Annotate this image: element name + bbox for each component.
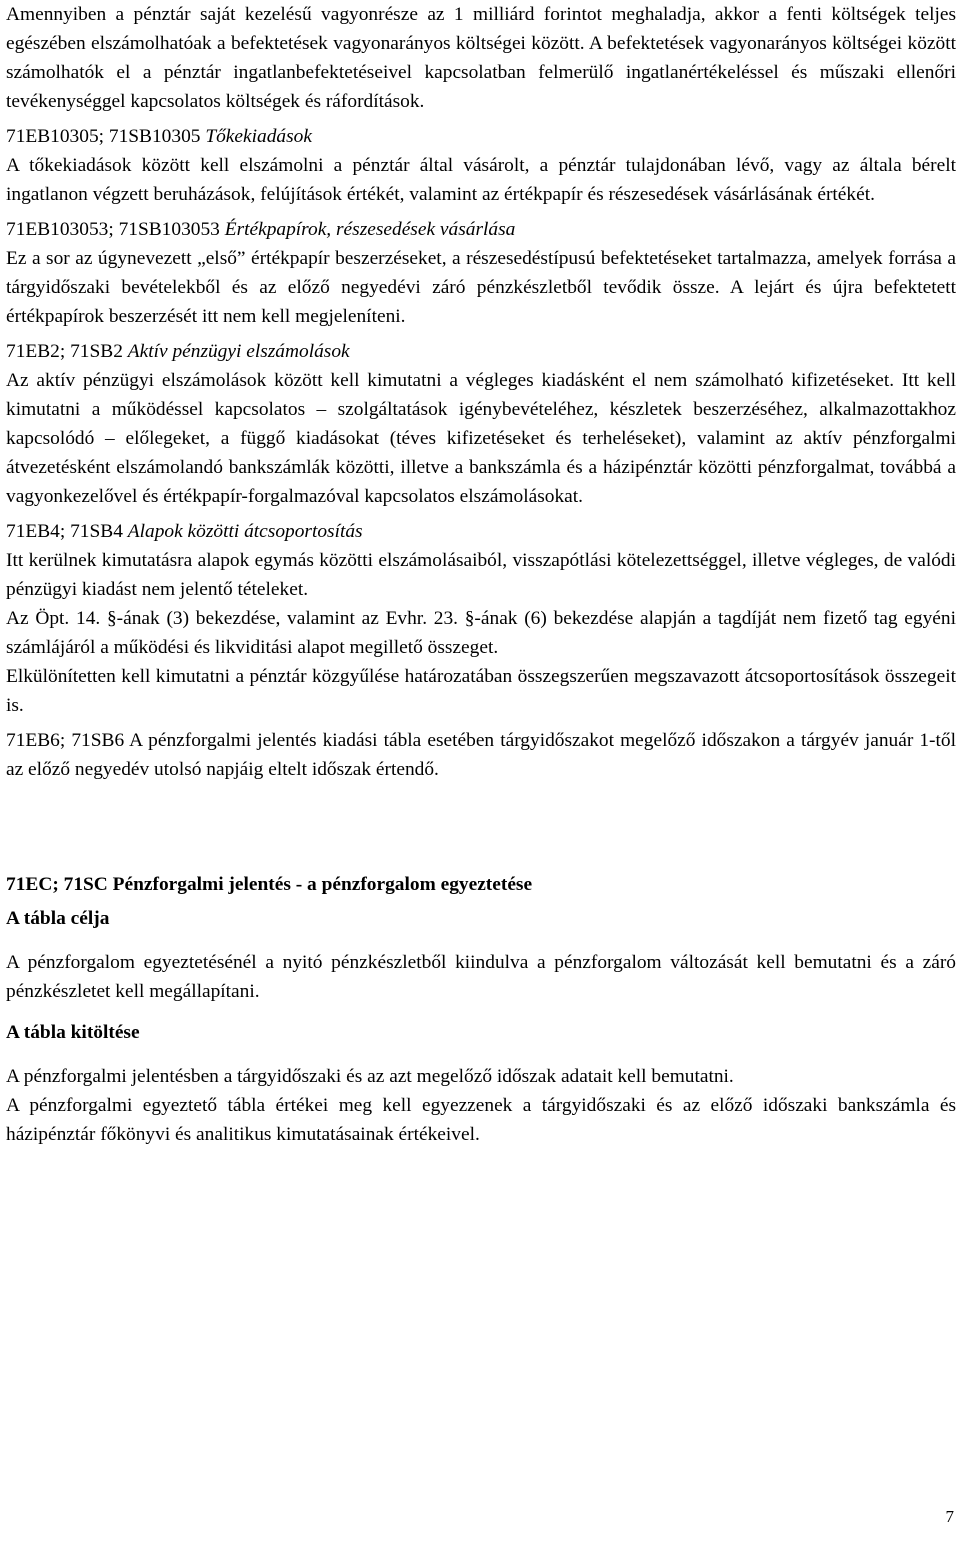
s2-code: 71EB103053; 71SB103053: [6, 219, 225, 240]
s4-heading: [6, 517, 956, 546]
s3-title: Aktív pénzügyi elszámolások: [127, 341, 350, 362]
s4-code: 71EB4; 71SB4: [6, 521, 128, 542]
s4-paragraph-1: Itt kerülnek kimutatásra alapok egymás közötti elszámolásaiból, visszapótlási kötelezettséggel, illetve végleges, de valódi pénzügyi kiadást nem jelentő tételeket.: [6, 550, 956, 600]
s1-paragraph: A tőkekiadások között kell elszámolni a pénztár által vásárolt, a pénztár tulajdonában lévő, vagy az általa bérelt ingatlanon végzett beruházások, felújítások értékét, valamint az értékpapír és részesedések vásárlásának értékét.: [6, 155, 956, 205]
s1-heading: [6, 122, 956, 151]
intro-paragraph: Amennyiben a pénztár saját kezelésű vagyonrésze az 1 milliárd forintot meghaladja, akkor a fenti költségek teljes egészében elszámolhatóak a befektetések vagyonarányos költségei között. A befektetések vagyonarányos költségei között számolhatók el a pénztár ingatlanbefektetéseivel kapcsolatban felmerülő ingatlanértékeléssel és műszaki ellenőri tevékenységgel kapcsolatos költségek és ráfordítások.: [6, 4, 956, 112]
section-title: 71EC; 71SC Pénzforgalmi jelentés - a pénzforgalom egyeztetése: [6, 874, 533, 895]
s4-paragraph-3: Elkülönítetten kell kimutatni a pénztár közgyűlése határozatában összegszerűen megszavazott átcsoportosítások összegeit is.: [6, 666, 956, 716]
fill-paragraph-1: A pénzforgalmi jelentésben a tárgyidőszaki és az azt megelőző időszak adatait kell bemutatni.: [6, 1066, 734, 1087]
s5-paragraph: 71EB6; 71SB6 A pénzforgalmi jelentés kiadási tábla esetében tárgyidőszakot megelőző időszakon a tárgyév január 1-től az előző negyedév utolsó napjáig eltelt időszak értendő.: [6, 730, 956, 780]
s4-paragraph-2: Az Öpt. 14. §-ának (3) bekezdése, valamint az Evhr. 23. §-ának (6) bekezdése alapján a tagdíját nem fizető tag egyéni számlájáról a működési és likviditási alapot megillető összeget.: [6, 608, 956, 658]
page-number: 7: [945, 1507, 954, 1526]
purpose-paragraph: A pénzforgalom egyeztetésénél a nyitó pénzkészletből kiindulva a pénzforgalom változását kell bemutatni és a záró pénzkészletet kell megállapítani.: [6, 952, 956, 1002]
fill-heading: A tábla kitöltése: [6, 1022, 140, 1043]
s3-code: 71EB2; 71SB2: [6, 341, 128, 362]
purpose-heading: A tábla célja: [6, 908, 110, 929]
document-page: [6, 0, 956, 1149]
s2-heading: [6, 215, 956, 244]
s2-paragraph: Ez a sor az úgynevezett „első” értékpapír beszerzéseket, a részesedéstípusú befektetéseket tartalmazza, amelyek forrása a tárgyidőszaki bevételekből és az előző negyedévi záró pénzkészletből tevődik össze. A lejárt és újra befektetett értékpapírok beszerzését itt nem kell megjeleníteni.: [6, 248, 956, 327]
s3-paragraph: Az aktív pénzügyi elszámolások között kell kimutatni a végleges kiadásként el nem számolható kifizetéseket. Itt kell kimutatni a működéssel kapcsolatos – szolgáltatások igénybevételéhez, készletek beszerzéséhez, alkalmazottakhoz kapcsolódó – előlegeket, a függő kiadásokat (téves kifizetéseket és terheléseket), valamint az aktív pénzforgalmi átvezetésként elszámolandó bankszámlák közötti, illetve a bankszámla és a házipénztár közötti pénzforgalmat, továbbá a vagyonkezelővel és értékpapír-forgalmazóval kapcsolatos elszámolásokat.: [6, 370, 956, 507]
s4-title: Alapok közötti átcsoportosítás: [127, 521, 363, 542]
s1-title: Tőkekiadások: [205, 126, 312, 147]
s1-code: 71EB10305; 71SB10305: [6, 126, 206, 147]
fill-paragraph-2: A pénzforgalmi egyeztető tábla értékei meg kell egyezzenek a tárgyidőszaki és az előző időszaki bankszámla és házipénztár főkönyvi és analitikus kimutatásainak értékeivel.: [6, 1095, 956, 1145]
s2-title: Értékpapírok, részesedések vásárlása: [224, 219, 516, 240]
s3-heading: [6, 337, 956, 366]
